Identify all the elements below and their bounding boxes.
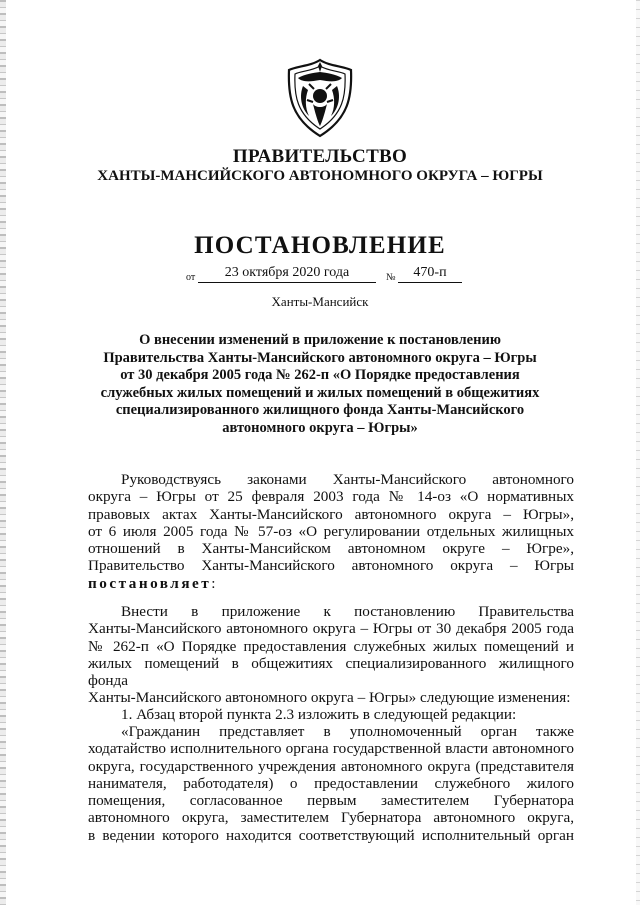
title-line: служебных жилых помещений и жилых помещений в общежитиях	[100, 384, 540, 401]
quoted-paragraph	[88, 723, 574, 844]
text-line: Ханты-Мансийского автономного округа – Югры от 30 декабря 2005 года	[88, 620, 574, 638]
resolution-word: постановляет	[88, 574, 212, 592]
text-line: жилых помещений в общежитиях специализированного жилищного фонда	[88, 654, 574, 690]
text-line: отношений в Ханты-Мансийском автономном округе – Югре»,	[88, 540, 574, 558]
coat-of-arms-icon	[283, 56, 357, 140]
text-line: от 6 июля 2005 года № 57-оз «О регулировании отдельных жилищных	[88, 522, 574, 540]
document-title	[100, 332, 540, 438]
document-number: 470-п	[398, 265, 462, 283]
text-line: 1. Абзац второй пункта 2.3 изложить в следующей редакции:	[121, 706, 517, 723]
government-subtitle: ХАНТЫ-МАНСИЙСКОГО АВТОНОМНОГО ОКРУГА – ЮГРЫ	[97, 168, 543, 184]
date-label: от	[186, 272, 196, 283]
title-line: О внесении изменений в приложение к постановлению	[139, 332, 501, 348]
title-line: Правительства Ханты-Мансийского автономного округа – Югры	[103, 349, 537, 366]
list-item-1	[88, 706, 574, 723]
operative-paragraph	[88, 603, 574, 707]
text-line: Правительство Ханты-Мансийского автономного округа – Югры	[88, 557, 574, 575]
preamble-paragraph	[88, 471, 574, 592]
title-line: от 30 декабря 2005 года № 262-п «О Порядке предоставления	[120, 367, 520, 384]
title-line: автономного округа – Югры»	[222, 419, 418, 436]
text-line: «Гражданин представляет в уполномоченный орган также	[121, 723, 574, 740]
text-line: ходатайство исполнительного органа государственной власти автономного	[88, 740, 574, 758]
text-line: помещения, согласованное первым заместителем Губернатора	[88, 792, 574, 810]
number-label: №	[386, 272, 396, 283]
text-line: № 262-п «О Порядке предоставления служебных жилых помещений и	[88, 637, 574, 655]
document-date: 23 октября 2020 года	[198, 265, 376, 283]
city: Ханты-Мансийск	[271, 294, 369, 309]
text-line: Внести в приложение к постановлению Правительства	[121, 603, 574, 620]
text-line: округа – Югры от 25 февраля 2003 года № 14-оз «О нормативных	[88, 488, 574, 506]
document-type: ПОСТАНОВЛЕНИЕ	[194, 232, 446, 259]
scan-edge-right	[636, 0, 640, 905]
government-title: ПРАВИТЕЛЬСТВО	[232, 146, 408, 167]
text-line: автономного округа, заместителем Губернатора автономного округа,	[88, 809, 574, 827]
text-line: нанимателя, работодателя) о предоставлении служебного жилого	[88, 774, 574, 792]
text-line: Ханты-Мансийского автономного округа – Югры» следующие изменения:	[88, 689, 571, 707]
text-line: округа, государственного учреждения автономного округа (представителя	[88, 757, 574, 775]
scan-edge-left	[0, 0, 6, 905]
colon: :	[211, 574, 216, 592]
title-line: специализированного жилищного фонда Ханты-Мансийского	[115, 402, 525, 419]
text-line: Руководствуясь законами Ханты-Мансийского автономного	[121, 471, 574, 488]
text-line: правовых актах Ханты-Мансийского автономного округа – Югры»,	[88, 505, 574, 523]
text-line	[88, 575, 574, 592]
text-line: в ведении которого находится соответствующий исполнительный орган	[88, 826, 574, 844]
